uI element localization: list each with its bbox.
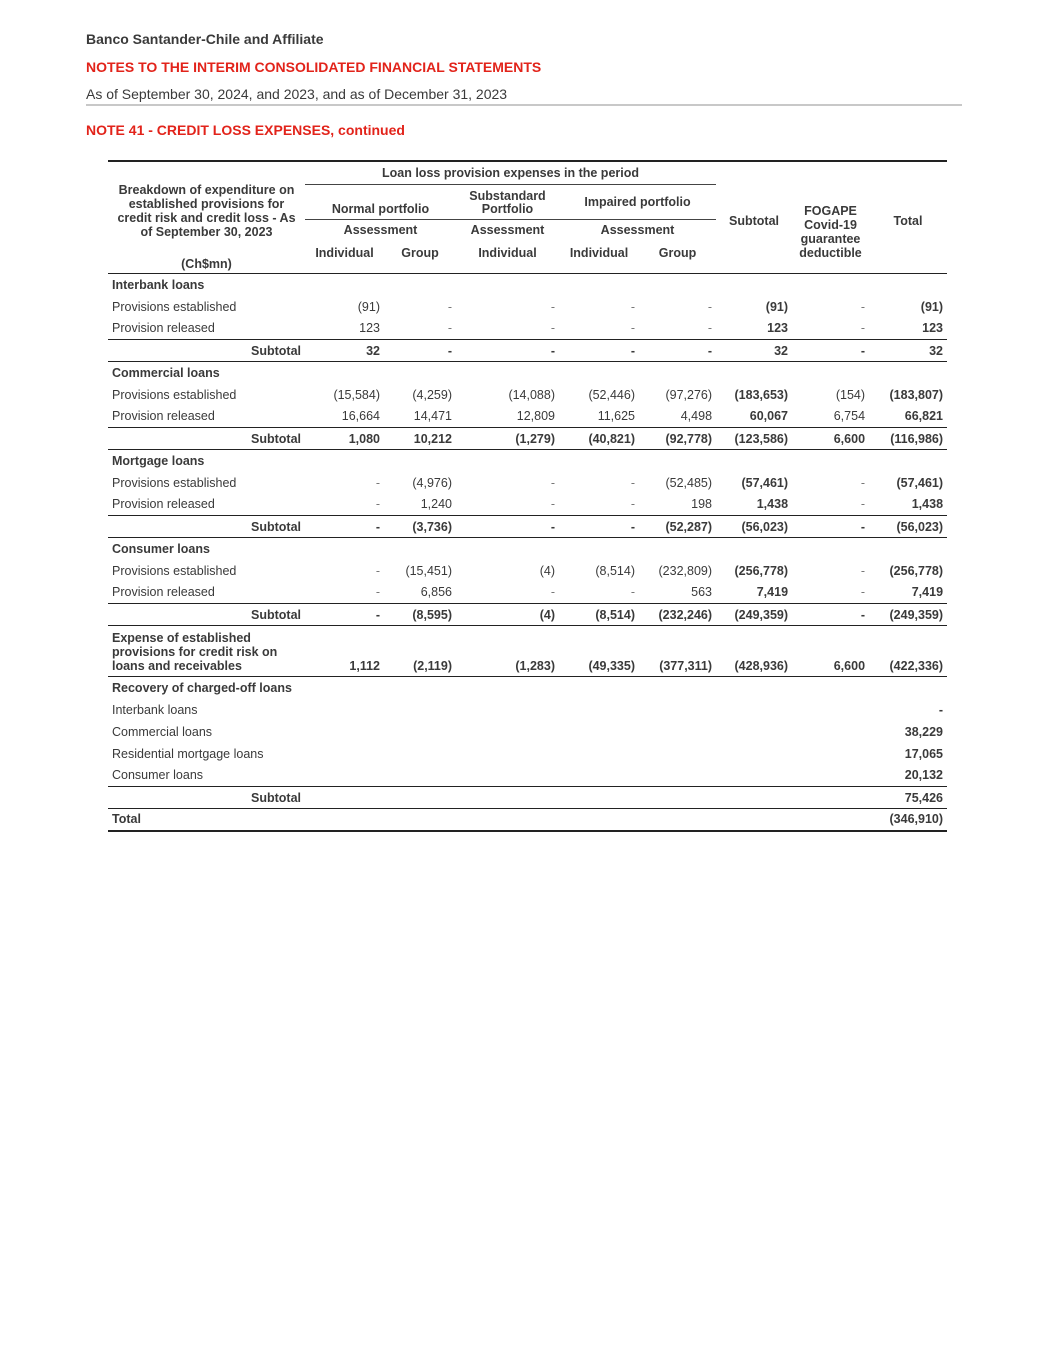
- cell: -: [792, 604, 869, 626]
- cell: (15,584): [333, 387, 380, 402]
- cell: 1,438: [869, 494, 947, 516]
- table-row: [108, 699, 947, 721]
- cell: (56,023): [869, 516, 947, 538]
- cell: (154): [835, 387, 866, 402]
- row-label: Provisions established: [112, 299, 237, 314]
- cell: (249,359): [869, 604, 947, 626]
- section-title: Mortgage loans: [112, 453, 205, 468]
- table-row: [108, 494, 947, 516]
- cell: -: [792, 494, 869, 516]
- subtotal-row: [108, 340, 947, 362]
- table-row: [108, 384, 947, 406]
- cell: 123: [716, 318, 792, 340]
- cell: 6,856: [384, 582, 456, 604]
- assessment-impaired: Assessment: [600, 223, 675, 238]
- note-title: NOTE 41 - CREDIT LOSS EXPENSES, continued: [86, 122, 405, 138]
- cell: -: [375, 563, 380, 578]
- row-label: Subtotal: [108, 787, 305, 809]
- cell: (52,446): [588, 387, 635, 402]
- cell: -: [938, 702, 944, 717]
- cell: (123,586): [716, 428, 792, 450]
- cell: 12,809: [456, 406, 559, 428]
- cell: (15,451): [405, 563, 452, 578]
- row-label: Residential mortgage loans: [112, 746, 264, 761]
- cell: (91): [920, 299, 944, 314]
- cell: 198: [639, 494, 716, 516]
- table-row: [108, 560, 947, 582]
- cell: (8,514): [595, 563, 635, 578]
- row-label: Subtotal: [108, 516, 305, 538]
- cell: 32: [305, 340, 384, 362]
- cell: (183,653): [734, 387, 789, 402]
- cell: (40,821): [559, 428, 639, 450]
- cell: (232,246): [639, 604, 716, 626]
- cell: -: [860, 475, 866, 490]
- cell: (4,976): [412, 475, 452, 490]
- cell: (91): [765, 299, 789, 314]
- cell: -: [456, 318, 559, 340]
- cell: -: [456, 494, 559, 516]
- cell: -: [792, 516, 869, 538]
- section-title: Interbank loans: [108, 274, 947, 296]
- expense-row: [108, 626, 947, 677]
- cell: -: [792, 318, 869, 340]
- row-label: Provision released: [108, 406, 305, 428]
- cell: (2,119): [384, 626, 456, 677]
- cell: (3,736): [384, 516, 456, 538]
- cell: 1,080: [305, 428, 384, 450]
- cell: (49,335): [559, 626, 639, 677]
- cell: 11,625: [559, 406, 639, 428]
- subtotal-header: Subtotal: [716, 161, 792, 273]
- subtotal-row: [108, 787, 947, 809]
- row-label: Consumer loans: [108, 765, 305, 787]
- group-impaired-header: Group: [658, 246, 697, 260]
- cell: (4): [456, 604, 559, 626]
- assessment-normal: Assessment: [343, 223, 418, 238]
- cell: 1,438: [716, 494, 792, 516]
- cell: -: [456, 582, 559, 604]
- cell: 20,132: [869, 765, 947, 787]
- cell: (346,910): [869, 809, 947, 831]
- substandard-portfolio-header: Substandard Portfolio: [456, 184, 559, 219]
- table-row: [108, 318, 947, 340]
- cell: (428,936): [716, 626, 792, 677]
- cell: (116,986): [869, 428, 947, 450]
- fogape-header: FOGAPE Covid-19 guarantee deductible: [792, 161, 869, 273]
- table-row: [108, 296, 947, 318]
- total-row: [108, 809, 947, 831]
- cell: -: [550, 475, 555, 490]
- cell: (4): [539, 563, 555, 578]
- table-row: [108, 765, 947, 787]
- cell: -: [792, 582, 869, 604]
- cell: (57,461): [741, 475, 789, 490]
- cell: 123: [869, 318, 947, 340]
- cell: -: [456, 516, 559, 538]
- cell: -: [447, 299, 452, 314]
- cell: (92,778): [639, 428, 716, 450]
- cell: -: [305, 516, 384, 538]
- section-title: Recovery of charged-off loans: [112, 680, 292, 695]
- cell: -: [630, 299, 635, 314]
- cell: 1,112: [305, 626, 384, 677]
- row-label: Subtotal: [108, 604, 305, 626]
- cell: 6,600: [792, 626, 869, 677]
- cell: -: [630, 475, 635, 490]
- cell: -: [639, 318, 716, 340]
- cell: 17,065: [904, 746, 944, 761]
- cell: 32: [716, 340, 792, 362]
- cell: -: [375, 475, 380, 490]
- cell: 7,419: [716, 582, 792, 604]
- cell: (422,336): [869, 626, 947, 677]
- table-row: [108, 406, 947, 428]
- section-title: Commercial loans: [112, 365, 220, 380]
- as-of-date: As of September 30, 2024, and 2023, and as of December 31, 2023: [86, 86, 508, 102]
- table-row: [108, 721, 947, 743]
- cell: -: [305, 582, 384, 604]
- cell: -: [559, 340, 639, 362]
- cell: (14,088): [508, 387, 555, 402]
- cell: 38,229: [904, 724, 944, 739]
- table-row: [108, 743, 947, 765]
- cell: -: [860, 299, 866, 314]
- cell: -: [559, 582, 639, 604]
- cell: (97,276): [665, 387, 713, 402]
- loan-loss-header: Loan loss provision expenses in the period: [305, 161, 716, 184]
- cell: -: [639, 340, 716, 362]
- group-normal-header: Group: [401, 246, 439, 260]
- cell: (1,283): [456, 626, 559, 677]
- cell: 7,419: [869, 582, 947, 604]
- row-label: Commercial loans: [112, 724, 213, 739]
- cell: 4,498: [639, 406, 716, 428]
- credit-loss-table: [108, 160, 947, 832]
- subtotal-row: [108, 428, 947, 450]
- cell: (183,807): [889, 387, 944, 402]
- cell: 75,426: [869, 787, 947, 809]
- row-label: Provision released: [108, 318, 305, 340]
- cell: 16,664: [305, 406, 384, 428]
- cell: 563: [639, 582, 716, 604]
- cell: 6,754: [792, 406, 869, 428]
- cell: (91): [357, 299, 380, 314]
- section-title: Consumer loans: [112, 541, 210, 556]
- row-label: Provisions established: [112, 475, 237, 490]
- cell: -: [792, 340, 869, 362]
- row-label: Provision released: [108, 582, 305, 604]
- impaired-portfolio-header: Impaired portfolio: [559, 184, 716, 219]
- cell: (57,461): [896, 475, 944, 490]
- subtotal-row: [108, 516, 947, 538]
- cell: -: [305, 604, 384, 626]
- cell: -: [456, 340, 559, 362]
- cell: 66,821: [869, 406, 947, 428]
- cell: -: [550, 299, 555, 314]
- individual-normal-header: Individual: [315, 246, 374, 260]
- row-label: Provisions established: [112, 563, 237, 578]
- row-label: Total: [108, 809, 305, 831]
- row-label: Subtotal: [108, 340, 305, 362]
- normal-portfolio-header: Normal portfolio: [305, 184, 456, 219]
- cell: (4,259): [412, 387, 452, 402]
- cell: 32: [869, 340, 947, 362]
- cell: -: [559, 318, 639, 340]
- individual-impaired-header: Individual: [569, 246, 629, 260]
- cell: -: [384, 318, 456, 340]
- cell: (249,359): [716, 604, 792, 626]
- cell: (52,287): [639, 516, 716, 538]
- cell: 10,212: [384, 428, 456, 450]
- cell: 14,471: [384, 406, 456, 428]
- cell: (232,809): [658, 563, 713, 578]
- row-label: Interbank loans: [112, 702, 198, 717]
- notes-title: NOTES TO THE INTERIM CONSOLIDATED FINANCIAL STATEMENTS: [86, 59, 542, 75]
- cell: (256,778): [734, 563, 789, 578]
- cell: (8,595): [384, 604, 456, 626]
- table-row: [108, 582, 947, 604]
- cell: (8,514): [559, 604, 639, 626]
- cell: (52,485): [665, 475, 713, 490]
- cell: (1,279): [456, 428, 559, 450]
- header-divider: [86, 104, 962, 106]
- cell: 123: [305, 318, 384, 340]
- row-label: Provisions established: [112, 387, 237, 402]
- individual-substandard-header: Individual: [478, 246, 537, 260]
- row-label: Subtotal: [108, 428, 305, 450]
- table-row: [108, 472, 947, 494]
- cell: -: [559, 494, 639, 516]
- cell: 1,240: [384, 494, 456, 516]
- total-header: Total: [869, 161, 947, 273]
- cell: -: [559, 516, 639, 538]
- cell: 6,600: [792, 428, 869, 450]
- breakdown-header: Breakdown of expenditure on established provisions for credit risk and credit loss - As of September 30, 2023: [108, 161, 305, 273]
- cell: (256,778): [889, 563, 944, 578]
- unit-label: (Ch$mn): [181, 257, 232, 271]
- assessment-substandard: Assessment: [470, 223, 545, 238]
- cell: -: [384, 340, 456, 362]
- cell: 60,067: [716, 406, 792, 428]
- cell: (377,311): [639, 626, 716, 677]
- row-label: Provision released: [108, 494, 305, 516]
- cell: -: [860, 563, 866, 578]
- cell: -: [305, 494, 384, 516]
- row-label: Expense of established provisions for credit risk on loans and receivables: [108, 626, 305, 677]
- company-name: Banco Santander-Chile and Affiliate: [86, 31, 324, 47]
- subtotal-row: [108, 604, 947, 626]
- cell: (56,023): [716, 516, 792, 538]
- cell: -: [707, 299, 713, 314]
